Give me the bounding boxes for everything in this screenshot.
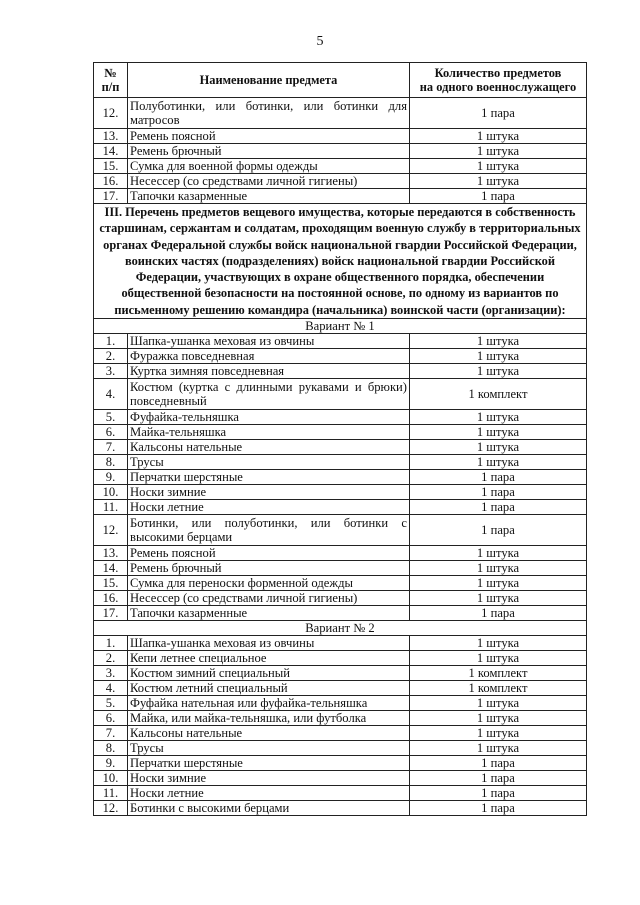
cell-name: Несессер (со средствами личной гигиены) [128, 591, 410, 606]
cell-qty: 1 штука [410, 349, 587, 364]
cell-num: 2. [94, 651, 128, 666]
table-row [94, 666, 587, 681]
table-row [94, 636, 587, 651]
cell-qty: 1 штука [410, 711, 587, 726]
cell-name: Носки летние [128, 786, 410, 801]
cell-qty: 1 пара [410, 756, 587, 771]
cell-qty: 1 пара [410, 98, 587, 129]
table-row [94, 364, 587, 379]
cell-num: 8. [94, 455, 128, 470]
cell-num: 11. [94, 500, 128, 515]
cell-name: Носки зимние [128, 771, 410, 786]
cell-name: Фуфайка-тельняшка [128, 410, 410, 425]
cell-name: Майка, или майка-тельняшка, или футболка [128, 711, 410, 726]
table-row [94, 189, 587, 204]
table-row [94, 159, 587, 174]
cell-num: 8. [94, 741, 128, 756]
variant-1-rows [94, 334, 587, 621]
cell-num: 3. [94, 364, 128, 379]
table-row [94, 440, 587, 455]
cell-num: 9. [94, 756, 128, 771]
variant-2-row [94, 621, 587, 636]
cell-name: Кепи летнее специальное [128, 651, 410, 666]
cell-num: 10. [94, 771, 128, 786]
cell-name: Ремень поясной [128, 129, 410, 144]
cell-num: 13. [94, 546, 128, 561]
cell-name: Полуботинки, или ботинки, или ботинки для матросов [128, 98, 410, 129]
cell-name: Кальсоны нательные [128, 440, 410, 455]
cell-num: 7. [94, 440, 128, 455]
cell-num: 16. [94, 174, 128, 189]
cell-qty: 1 штука [410, 636, 587, 651]
cell-num: 1. [94, 334, 128, 349]
cell-num: 13. [94, 129, 128, 144]
cell-num: 9. [94, 470, 128, 485]
cell-qty: 1 штука [410, 129, 587, 144]
cell-num: 12. [94, 98, 128, 129]
cell-num: 17. [94, 606, 128, 621]
table-row [94, 349, 587, 364]
cell-qty: 1 пара [410, 515, 587, 546]
cell-qty: 1 штука [410, 425, 587, 440]
header-name: Наименование предмета [128, 63, 410, 98]
cell-name: Ремень брючный [128, 561, 410, 576]
table-row [94, 334, 587, 349]
cell-name: Ботинки с высокими берцами [128, 801, 410, 816]
cell-name: Шапка-ушанка меховая из овчины [128, 334, 410, 349]
cell-qty: 1 пара [410, 189, 587, 204]
table-row [94, 174, 587, 189]
table-row [94, 726, 587, 741]
cell-name: Носки летние [128, 500, 410, 515]
cell-qty: 1 штука [410, 651, 587, 666]
cell-qty: 1 штука [410, 561, 587, 576]
cell-qty: 1 комплект [410, 666, 587, 681]
cell-qty: 1 пара [410, 500, 587, 515]
cell-name: Шапка-ушанка меховая из овчины [128, 636, 410, 651]
cell-name: Сумка для военной формы одежды [128, 159, 410, 174]
table-row [94, 756, 587, 771]
section-title: III. Перечень предметов вещевого имущества, которые передаются в собственность старшинам, сержантам и солдатам, проходящим военную службу в территориальных органах Федеральной службы войск национальной гвардии Российской Федерации, воинских частях (подразделениях) войск национальной гвардии Российской Федерации, участвующих в охране общественного порядка, обеспечении общественной безопасности на постоянной основе, по одному из вариантов по письменному решению командира (начальника) воинской части (организации): [94, 204, 587, 319]
cell-name: Кальсоны нательные [128, 726, 410, 741]
cell-qty: 1 штука [410, 726, 587, 741]
table-row [94, 379, 587, 410]
cell-num: 5. [94, 696, 128, 711]
header-num: № п/п [94, 63, 128, 98]
cell-qty: 1 штука [410, 455, 587, 470]
cell-name: Костюм зимний специальный [128, 666, 410, 681]
cell-name: Фуражка повседневная [128, 349, 410, 364]
page-number: 5 [316, 34, 324, 49]
header-qty: Количество предметов на одного военнослужащего [410, 63, 587, 98]
cell-qty: 1 пара [410, 470, 587, 485]
cell-num: 7. [94, 726, 128, 741]
cell-qty: 1 штука [410, 159, 587, 174]
cell-name: Носки зимние [128, 485, 410, 500]
table-row [94, 681, 587, 696]
cell-name: Перчатки шерстяные [128, 470, 410, 485]
cell-qty: 1 комплект [410, 681, 587, 696]
cell-num: 12. [94, 801, 128, 816]
table-row [94, 561, 587, 576]
table-row [94, 606, 587, 621]
cell-qty: 1 штука [410, 546, 587, 561]
cell-name: Тапочки казарменные [128, 606, 410, 621]
variant-1-title: Вариант № 1 [94, 319, 587, 334]
cell-num: 5. [94, 410, 128, 425]
cell-num: 16. [94, 591, 128, 606]
variant-2-title: Вариант № 2 [94, 621, 587, 636]
table-row [94, 98, 587, 129]
cell-name: Перчатки шерстяные [128, 756, 410, 771]
cell-qty: 1 штука [410, 334, 587, 349]
cell-name: Фуфайка нательная или фуфайка-тельняшка [128, 696, 410, 711]
table-row [94, 741, 587, 756]
cell-num: 14. [94, 561, 128, 576]
cell-name: Ремень брючный [128, 144, 410, 159]
cell-qty: 1 штука [410, 364, 587, 379]
cell-qty: 1 штука [410, 440, 587, 455]
cell-num: 3. [94, 666, 128, 681]
cell-num: 10. [94, 485, 128, 500]
table-row [94, 591, 587, 606]
items-table [93, 62, 587, 816]
table-row [94, 500, 587, 515]
cell-qty: 1 пара [410, 485, 587, 500]
table-row [94, 485, 587, 500]
table-row [94, 515, 587, 546]
cell-num: 4. [94, 379, 128, 410]
table-row [94, 711, 587, 726]
cell-qty: 1 штука [410, 591, 587, 606]
cell-num: 12. [94, 515, 128, 546]
cell-qty: 1 пара [410, 801, 587, 816]
table-row [94, 410, 587, 425]
cell-qty: 1 штука [410, 696, 587, 711]
table-row [94, 801, 587, 816]
cell-num: 2. [94, 349, 128, 364]
cell-name: Несессер (со средствами личной гигиены) [128, 174, 410, 189]
cell-num: 6. [94, 711, 128, 726]
table-row [94, 696, 587, 711]
table-row [94, 455, 587, 470]
section-title-row [94, 204, 587, 319]
cell-num: 14. [94, 144, 128, 159]
cell-name: Трусы [128, 741, 410, 756]
table-row [94, 546, 587, 561]
table-row [94, 129, 587, 144]
table-row [94, 425, 587, 440]
cell-num: 15. [94, 159, 128, 174]
cell-name: Ботинки, или полуботинки, или ботинки с высокими берцами [128, 515, 410, 546]
cell-qty: 1 пара [410, 606, 587, 621]
cell-num: 6. [94, 425, 128, 440]
table-row [94, 786, 587, 801]
table-row [94, 144, 587, 159]
cell-num: 15. [94, 576, 128, 591]
cell-num: 11. [94, 786, 128, 801]
cell-qty: 1 штука [410, 174, 587, 189]
cell-qty: 1 пара [410, 786, 587, 801]
cell-qty: 1 пара [410, 771, 587, 786]
cell-name: Майка-тельняшка [128, 425, 410, 440]
cell-qty: 1 штука [410, 144, 587, 159]
cell-name: Костюм (куртка с длинными рукавами и брюки) повседневный [128, 379, 410, 410]
cell-name: Трусы [128, 455, 410, 470]
top-rows [94, 98, 587, 204]
cell-name: Тапочки казарменные [128, 189, 410, 204]
table-row [94, 470, 587, 485]
table-row [94, 576, 587, 591]
variant-1-row [94, 319, 587, 334]
cell-num: 17. [94, 189, 128, 204]
table-row [94, 771, 587, 786]
table-header-row [94, 63, 587, 98]
cell-name: Ремень поясной [128, 546, 410, 561]
cell-qty: 1 комплект [410, 379, 587, 410]
cell-name: Куртка зимняя повседневная [128, 364, 410, 379]
variant-2-rows [94, 636, 587, 816]
cell-qty: 1 штука [410, 576, 587, 591]
cell-qty: 1 штука [410, 410, 587, 425]
table-row [94, 651, 587, 666]
cell-num: 1. [94, 636, 128, 651]
cell-qty: 1 штука [410, 741, 587, 756]
cell-name: Костюм летний специальный [128, 681, 410, 696]
cell-name: Сумка для переноски форменной одежды [128, 576, 410, 591]
cell-num: 4. [94, 681, 128, 696]
